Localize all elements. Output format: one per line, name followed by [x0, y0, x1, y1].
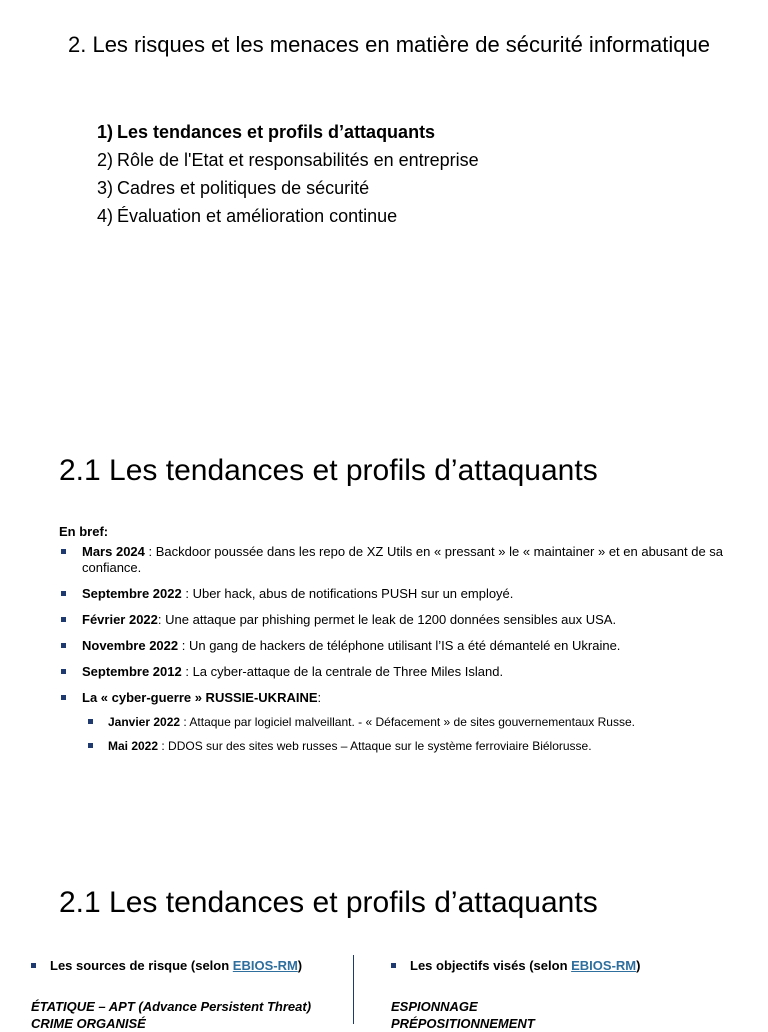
- event-text: : Backdoor poussée dans les repo de XZ Utils en « pressant » le « maintainer » et en abusant de sa confiance.: [82, 544, 724, 575]
- risk-source-item: ÉTATIQUE – APT (Advance Persistent Threat): [31, 999, 312, 1014]
- objectives-list: [391, 998, 535, 1032]
- square-bullet-icon: [61, 643, 66, 648]
- agenda-item-3: [97, 174, 479, 202]
- event-item: [59, 612, 749, 628]
- event-text: : Uber hack, abus de notifications PUSH sur un employé.: [181, 586, 514, 601]
- event-text: : Un gang de hackers de téléphone utilisant l’IS a été démantelé en Ukraine.: [178, 638, 621, 653]
- event-text: : Attaque par logiciel malveillant. - « Défacement » de sites gouvernementaux Russe.: [180, 715, 635, 729]
- heading-text: Les objectifs visés (selon: [410, 958, 572, 973]
- square-bullet-icon: [61, 695, 66, 700]
- agenda-item-2: [97, 146, 479, 174]
- risk-sources-list: [31, 998, 311, 1032]
- square-bullet-icon: [61, 549, 66, 554]
- event-item: [59, 664, 749, 680]
- event-text: :: [317, 690, 322, 705]
- agenda-label: Évaluation et amélioration continue: [117, 206, 398, 226]
- event-date: Septembre 2022: [82, 586, 182, 601]
- square-bullet-icon: [61, 617, 66, 622]
- event-item: [59, 586, 749, 602]
- event-item: [59, 638, 749, 654]
- cyberwar-sublist: [82, 714, 749, 754]
- event-date: Novembre 2022: [82, 638, 179, 653]
- event-text: : La cyber-attaque de la centrale de Three Miles Island.: [181, 664, 504, 679]
- heading-suffix: ): [636, 958, 641, 973]
- agenda-num: 1): [97, 122, 114, 142]
- square-bullet-icon: [61, 669, 66, 674]
- objective-item: PRÉPOSITIONNEMENT: [391, 1016, 535, 1031]
- slide2-title: 2.1 Les tendances et profils d’attaquants: [59, 454, 598, 487]
- slide3-title: 2.1 Les tendances et profils d’attaquants: [59, 886, 598, 919]
- ebios-rm-link[interactable]: EBIOS-RM: [232, 958, 298, 973]
- event-date: Mars 2024: [82, 544, 145, 559]
- agenda-num: 3): [97, 178, 114, 198]
- risk-sources-heading: [31, 957, 302, 974]
- agenda-label: Les tendances et profils d’attaquants: [117, 122, 436, 142]
- agenda-num: 2): [97, 150, 114, 170]
- event-date: Février 2022: [82, 612, 158, 627]
- square-bullet-icon: [31, 963, 36, 968]
- event-item: [59, 690, 749, 754]
- event-item: [59, 544, 749, 576]
- ebios-rm-link[interactable]: EBIOS-RM: [571, 958, 637, 973]
- agenda-list: [97, 118, 479, 230]
- event-date: Janvier 2022: [108, 715, 181, 729]
- objective-item: ESPIONNAGE: [391, 999, 478, 1014]
- agenda-label: Cadres et politiques de sécurité: [117, 178, 370, 198]
- agenda-item-1: [97, 118, 479, 146]
- event-text: : Une attaque par phishing permet le leak de 1200 données sensibles aux USA.: [157, 612, 617, 627]
- column-divider: [353, 955, 354, 1024]
- sub-event-item: [82, 714, 749, 730]
- square-bullet-icon: [61, 591, 66, 596]
- square-bullet-icon: [391, 963, 396, 968]
- event-date: La « cyber-guerre » RUSSIE-UKRAINE: [82, 690, 318, 705]
- agenda-num: 4): [97, 206, 114, 226]
- lead-label: En bref:: [59, 524, 109, 539]
- risk-source-item: CRIME ORGANISÉ: [31, 1016, 146, 1031]
- event-date: Mai 2022: [108, 739, 159, 753]
- square-bullet-icon: [88, 719, 93, 724]
- event-text: : DDOS sur des sites web russes – Attaque sur le système ferroviaire Biélorusse.: [158, 739, 592, 753]
- agenda-item-4: [97, 202, 479, 230]
- heading-text: Les sources de risque (selon: [50, 958, 233, 973]
- sub-event-item: [82, 738, 749, 754]
- heading-suffix: ): [297, 958, 303, 973]
- agenda-label: Rôle de l'Etat et responsabilités en entreprise: [117, 150, 479, 170]
- square-bullet-icon: [88, 743, 93, 748]
- slide1-title: 2. Les risques et les menaces en matière de sécurité informatique: [68, 32, 710, 57]
- objectives-heading: [391, 957, 640, 974]
- event-date: Septembre 2012: [82, 664, 182, 679]
- events-list: [59, 544, 749, 764]
